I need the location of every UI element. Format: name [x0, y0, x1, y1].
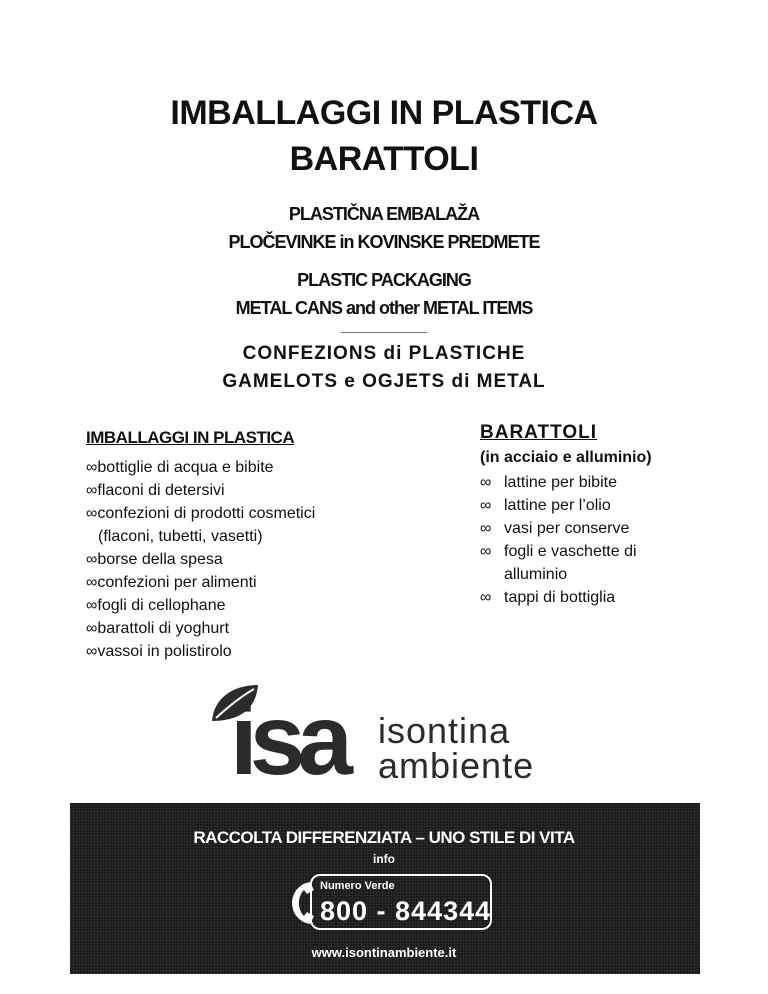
- toll-free-number: 800 - 844344: [320, 896, 492, 926]
- logo-name-line1: isontina: [378, 710, 511, 751]
- infinity-bullet-icon: ∞: [86, 459, 98, 476]
- list-item: ∞ lattine per l’olio: [480, 494, 637, 517]
- toll-free-label: Numero Verde: [320, 880, 395, 892]
- english-title-line2: METAL CANS and other METAL ITEMS: [235, 298, 533, 318]
- list-item: ∞ tappi di bottiglia: [480, 586, 637, 609]
- main-title-line1: IMBALLAGGI IN PLASTICA: [170, 94, 598, 132]
- list-item-continuation: (flaconi, tubetti, vasetti): [98, 528, 263, 545]
- infinity-bullet-icon: ∞: [86, 620, 98, 637]
- footer-info-label: info: [373, 852, 395, 866]
- list-item: ∞bottiglie di acqua e bibite: [86, 456, 315, 479]
- list-item: ∞flaconi di detersivi: [86, 479, 315, 502]
- list-item: ∞ lattine per bibite: [480, 471, 637, 494]
- list-item-continuation: alluminio: [504, 566, 568, 583]
- list-item: ∞borse della spesa: [86, 548, 315, 571]
- website-link[interactable]: www.isontinambiente.it: [311, 945, 457, 960]
- infinity-bullet-icon: ∞: [480, 520, 492, 537]
- slovenian-title-line2: PLOČEVINKE in KOVINSKE PREDMETE: [228, 232, 540, 252]
- cans-heading: BARATTOLI: [480, 422, 598, 443]
- friulian-title-line1: CONFEZIONS di PLASTICHE: [242, 343, 526, 364]
- infinity-bullet-icon: ∞: [86, 482, 98, 499]
- list-item: ∞ vasi per conserve: [480, 517, 637, 540]
- infinity-bullet-icon: ∞: [86, 597, 98, 614]
- main-title-line2: BARATTOLI: [289, 140, 479, 178]
- infinity-bullet-icon: ∞: [86, 574, 98, 591]
- list-item: ∞confezioni per alimenti: [86, 571, 315, 594]
- list-item: ∞vassoi in polistirolo: [86, 640, 315, 663]
- infinity-bullet-icon: ∞: [480, 589, 492, 606]
- phone-handset-icon: [290, 880, 316, 926]
- friulian-title-line2: GAMELOTS e OGJETS di METAL: [222, 371, 546, 392]
- english-title-line1: PLASTIC PACKAGING: [297, 270, 471, 290]
- logo-isa-mark: isa: [230, 684, 346, 796]
- list-item: ∞ fogli e vaschette di: [480, 540, 637, 563]
- list-item: ∞fogli di cellophane: [86, 594, 315, 617]
- infinity-bullet-icon: ∞: [86, 551, 98, 568]
- plastic-heading: IMBALLAGGI IN PLASTICA: [86, 428, 295, 447]
- cans-note: (in acciaio e alluminio): [480, 449, 652, 466]
- infinity-bullet-icon: ∞: [86, 643, 98, 660]
- infinity-bullet-icon: ∞: [480, 497, 492, 514]
- infinity-bullet-icon: ∞: [480, 543, 492, 560]
- logo-name-line2: ambiente: [378, 745, 535, 786]
- infinity-bullet-icon: ∞: [480, 474, 492, 491]
- plastic-list: [86, 456, 315, 663]
- cans-list: [480, 471, 637, 609]
- footer-slogan: RACCOLTA DIFFERENZIATA – UNO STILE DI VITA: [193, 828, 575, 847]
- separator-line: [341, 332, 427, 333]
- slovenian-title-line1: PLASTIČNA EMBALAŽA: [288, 204, 480, 224]
- list-item: ∞confezioni di prodotti cosmetici: [86, 502, 315, 525]
- list-item: ∞barattoli di yoghurt: [86, 617, 315, 640]
- infinity-bullet-icon: ∞: [86, 505, 98, 522]
